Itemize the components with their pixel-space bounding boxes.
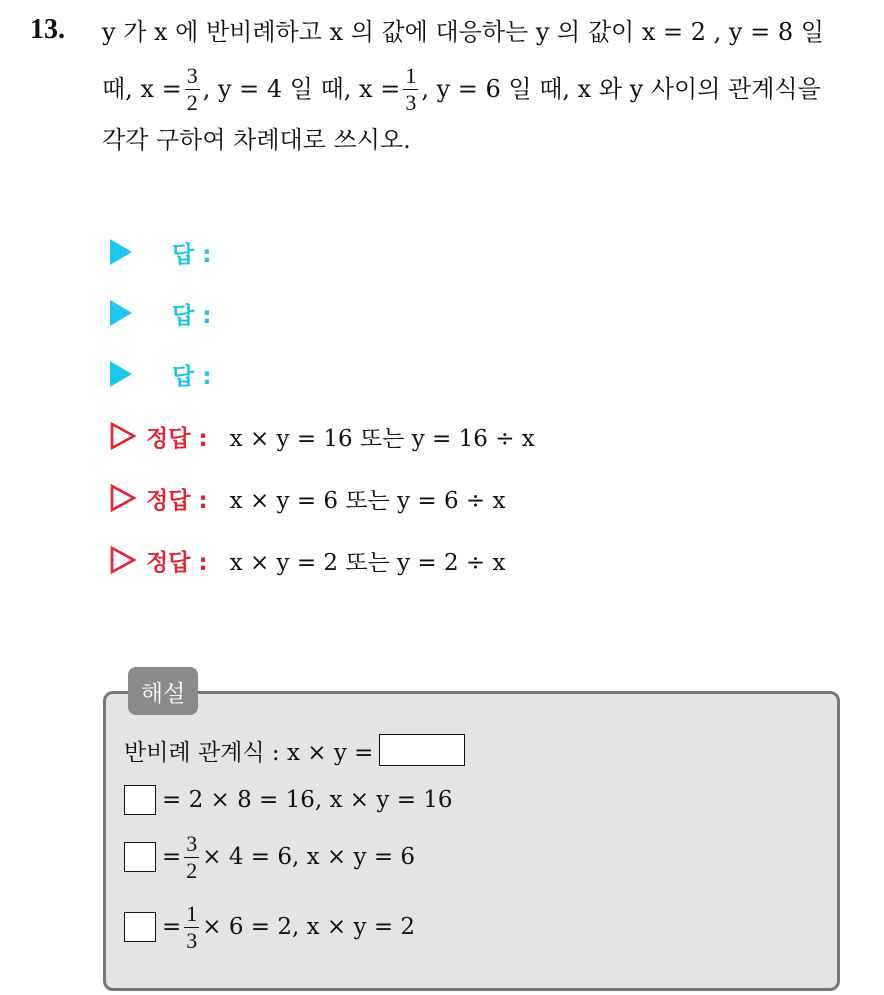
question-line-2-part-a: 때, x = [102,75,182,103]
question-line-3: 각각 구하여 차례대로 쓰시오. [102,126,411,154]
correct-answer-label: 정답 : [146,487,208,514]
question-line-2-part-c: , y = 6 일 때, x 와 y 사이의 관계식을 [421,75,821,103]
equals-sign: = [162,914,182,940]
fraction-denominator: 3 [186,927,198,953]
fraction-three-halves [184,830,199,883]
correct-answer-text: x × y = 16 또는 y = 16 ÷ x [229,425,535,452]
fraction-denominator: 2 [186,89,198,115]
explanation-line-4-text: × 6 = 2, x × y = 2 [202,914,416,940]
outline-triangle-right-icon [110,422,136,450]
fraction-one-third [184,900,199,953]
fraction-numerator: 3 [186,62,198,88]
answer-row-2[interactable] [110,293,211,333]
solid-triangle-right-icon [110,239,132,265]
equals-sign: = [162,844,182,870]
correct-answer-text: x × y = 2 또는 y = 2 ÷ x [229,549,506,576]
fraction-denominator: 2 [186,857,198,883]
explanation-line-3-text: × 4 = 6, x × y = 6 [202,844,416,870]
correct-answer-row-3 [110,540,506,580]
answer-label: 답 : [172,241,212,268]
explanation-line-2-text: = 2 × 8 = 16, x × y = 16 [162,787,453,813]
fraction-denominator: 3 [405,89,417,115]
question-line-2-part-b: , y = 4 일 때, x = [202,75,401,103]
question-line-2 [102,60,821,118]
correct-answer-label: 정답 : [146,549,208,576]
fraction-numerator: 1 [186,900,198,926]
explanation-line-1-text: 반비례 관계식 : x × y = [124,739,374,766]
solid-triangle-right-icon [110,300,132,326]
explanation-line-4 [124,896,415,958]
fraction-one-third [403,62,418,115]
correct-answer-row-1 [110,416,535,456]
blank-box [124,912,156,942]
solid-triangle-right-icon [110,361,132,387]
fraction-three-halves [185,62,200,115]
explanation-line-3 [124,826,415,888]
question-line-1: y 가 x 에 반비례하고 x 의 값에 대응하는 y 의 값이 x = 2 , y = 8 일 [102,18,824,46]
answer-label: 답 : [172,302,212,329]
correct-answer-label: 정답 : [146,425,208,452]
correct-answer-row-2 [110,478,506,518]
answer-row-1[interactable] [110,232,211,272]
blank-box [124,842,156,872]
correct-answer-text: x × y = 6 또는 y = 6 ÷ x [229,487,506,514]
blank-box [379,734,465,766]
blank-box [124,785,156,815]
explanation-line-2 [124,782,453,818]
question-number: 13. [30,14,65,45]
answer-label: 답 : [172,363,212,390]
fraction-numerator: 1 [405,62,417,88]
explanation-tag: 해설 [128,667,198,715]
explanation-line-1 [124,732,465,768]
outline-triangle-right-icon [110,484,136,512]
outline-triangle-right-icon [110,546,136,574]
fraction-numerator: 3 [186,830,198,856]
answer-row-3[interactable] [110,354,211,394]
